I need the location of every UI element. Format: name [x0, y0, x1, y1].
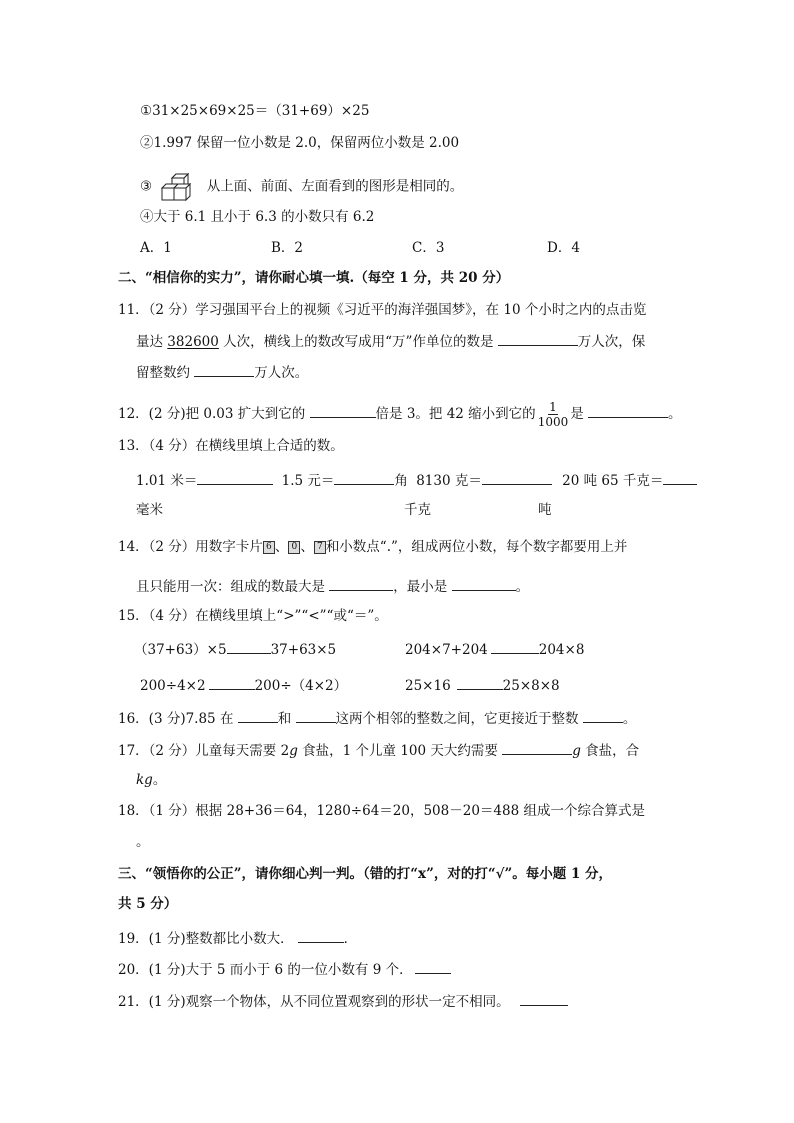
q15-expr-1-left: （37+63）×5 — [134, 642, 227, 658]
q15-expr-4-right: 25×8×8 — [502, 678, 560, 694]
digit-card-6: 6 — [263, 541, 275, 554]
q17-text-d: 。 — [152, 772, 167, 788]
section-3-heading-line-2: 共 5 分） — [118, 896, 178, 912]
q14-line-1 — [118, 537, 627, 557]
digit-card-0: 0 — [288, 541, 300, 554]
q15-blank-1[interactable] — [227, 639, 271, 654]
q18-line-2: 。 — [136, 834, 150, 850]
q17-unit-g-2: g — [572, 743, 581, 759]
q14-blank-1[interactable] — [329, 576, 393, 591]
q13-item-d: 20 吨 65 千克＝ — [562, 473, 664, 489]
q12-fraction — [538, 400, 569, 429]
q15-expr-1 — [134, 639, 336, 660]
q17-text-c: 食盐，合 — [580, 743, 640, 759]
q21-text: 21．(1 分)观察一个物体，从不同位置观察到的形状一定不相同。 — [118, 994, 510, 1010]
q16-blank-1[interactable] — [238, 708, 278, 723]
q16-text-a: 16．(3 分)7.85 在 — [118, 711, 234, 727]
q16-text-b: 和 — [277, 711, 292, 727]
q12-fraction-denominator: 1000 — [537, 415, 569, 429]
q14-text-e: 。 — [515, 579, 530, 595]
q20-blank[interactable] — [415, 959, 451, 974]
q13-unit-ton: 吨 — [538, 502, 552, 518]
q12-line — [118, 400, 682, 429]
q12-blank-2[interactable] — [588, 403, 668, 418]
q14-text-b: 和小数点“.”，组成两位小数，每个数字都要用上并 — [325, 539, 628, 555]
q11-line-3 — [136, 362, 308, 383]
q10-option-3-text: 从上面、前面、左面看到的图形是相同的。 — [206, 178, 464, 195]
q15-blank-2[interactable] — [491, 639, 539, 654]
q15-expr-3-right: 200÷（4×2） — [254, 678, 348, 694]
q15-expr-4 — [405, 675, 560, 696]
q18-line-1: 18．（1 分）根据 28+36＝64，1280÷64＝20，508－20＝488 组成一个综合算式是 — [118, 803, 645, 819]
q17-text-a: 17．（2 分）儿童每天需要 2 — [118, 743, 290, 759]
q14-text-a: 14．（2 分）用数字卡片 — [118, 539, 263, 555]
q11-blank-2[interactable] — [194, 362, 254, 377]
q12-fraction-numerator: 1 — [549, 400, 557, 414]
q14-sep-1: 、 — [274, 539, 289, 555]
q10-option-2: ②1.997 保留一位小数是 2.0，保留两位小数是 2.00 — [140, 135, 460, 151]
q11-text-a: 量达 — [136, 334, 168, 350]
digit-card-7: 7 — [314, 541, 326, 554]
q13-row — [136, 470, 697, 491]
q17-text-b: 食盐，1 个儿童 100 天大约需要 — [297, 743, 498, 759]
q13-blank-2[interactable] — [334, 470, 394, 485]
q17-unit-kg: kg — [136, 772, 153, 788]
q20-text: 20．(1 分)大于 5 而小于 6 的一位小数有 9 个． — [118, 962, 413, 978]
q11-text-b: 人次，横线上的数改写成用“万”作单位的数是 — [218, 334, 494, 350]
q16-text-d: 。 — [622, 711, 637, 727]
q13-item-b: 1.5 元＝ — [281, 473, 335, 489]
q13-blank-1[interactable] — [197, 470, 273, 485]
q15-expr-3-left: 200÷4×2 — [140, 678, 206, 694]
q16-blank-3[interactable] — [583, 708, 623, 723]
q17-line-1 — [118, 740, 639, 761]
q11-text-e: 万人次。 — [254, 365, 309, 381]
q11-line-1: 11．（2 分）学习强国平台上的视频《习近平的海洋强国梦》，在 10 个小时之内的点击览 — [118, 302, 647, 318]
q14-text-d: ，最小是 — [393, 579, 448, 595]
q19-blank[interactable] — [298, 928, 344, 943]
q11-line-2 — [136, 331, 645, 352]
q20-line — [118, 959, 451, 980]
q10-option-3-marker: ③ — [140, 178, 153, 195]
q13-blank-3[interactable] — [482, 470, 552, 485]
q21-line — [118, 991, 568, 1012]
q16-text-c: 这两个相邻的整数之间，它更接近于整数 — [335, 711, 579, 727]
q14-sep-2: 、 — [300, 539, 314, 555]
q19-text-end: ． — [343, 931, 358, 947]
q13-blank-4[interactable] — [663, 470, 697, 485]
q14-blank-2[interactable] — [452, 576, 516, 591]
q10-option-3 — [140, 170, 463, 204]
q10-choice-a: A．1 — [140, 240, 172, 256]
q21-blank[interactable] — [520, 991, 568, 1006]
q17-blank-1[interactable] — [502, 740, 572, 755]
q12-text-b: 倍是 3。把 42 缩小到它的 — [375, 406, 536, 422]
q19-text: 19．(1 分)整数都比小数大． — [118, 931, 294, 947]
q17-unit-g: g — [289, 743, 298, 759]
q11-blank-1[interactable] — [498, 331, 578, 346]
q13-item-a: 1.01 米＝ — [136, 473, 198, 489]
q15-title: 15．（4 分）在横线里填上“>”“<”“或“＝”。 — [118, 608, 388, 624]
q16-blank-2[interactable] — [296, 708, 336, 723]
q14-text-c: 且只能用一次：组成的数最大是 — [136, 579, 325, 595]
q12-text-a: 12．(2 分)把 0.03 扩大到它的 — [118, 406, 306, 422]
q15-expr-2-right: 204×8 — [538, 642, 585, 658]
q15-expr-1-right: 37+63×5 — [270, 642, 337, 658]
q11-number: 382600 — [167, 334, 219, 350]
q15-expr-2 — [405, 639, 584, 660]
q10-choice-d: D．4 — [547, 240, 580, 256]
section-3-heading-line-1: 三、“领悟你的公正”，请你细心判一判。（错的打“x”，对的打“√”。每小题 1 分， — [118, 866, 613, 882]
q12-text-c: 是 — [570, 406, 584, 422]
q17-line-2 — [136, 770, 166, 790]
q14-line-2 — [136, 576, 529, 597]
q11-text-d: 留整数约 — [136, 365, 190, 381]
q15-expr-2-left: 204×7+204 — [405, 642, 488, 658]
q16-line — [118, 708, 636, 729]
q10-choice-b: B．2 — [271, 240, 304, 256]
q10-option-4: ④大于 6.1 且小于 6.3 的小数只有 6.2 — [140, 209, 375, 225]
q13-item-b-unit: 角 — [394, 473, 408, 489]
q12-text-d: 。 — [668, 406, 682, 422]
q15-blank-4[interactable] — [457, 675, 503, 690]
q11-text-c: 万人次，保 — [577, 334, 646, 350]
q13-item-c: 8130 克＝ — [416, 473, 482, 489]
q15-expr-3 — [140, 675, 347, 696]
q15-expr-4-left: 25×16 — [405, 678, 451, 694]
q13-unit-kg: 千克 — [404, 502, 431, 518]
q10-choice-c: C．3 — [412, 240, 445, 256]
q13-title: 13．（4 分）在横线里填上合适的数。 — [118, 438, 344, 454]
q19-line — [118, 928, 357, 949]
q13-unit-mm: 毫米 — [136, 502, 163, 518]
q12-blank-1[interactable] — [310, 403, 376, 418]
q10-option-1: ①31×25×69×25＝（31+69）×25 — [140, 103, 370, 119]
cubes-figure-icon — [158, 170, 200, 204]
q15-blank-3[interactable] — [209, 675, 255, 690]
section-2-heading: 二、“相信你的实力”，请你耐心填一填.（每空 1 分，共 20 分） — [118, 270, 510, 286]
